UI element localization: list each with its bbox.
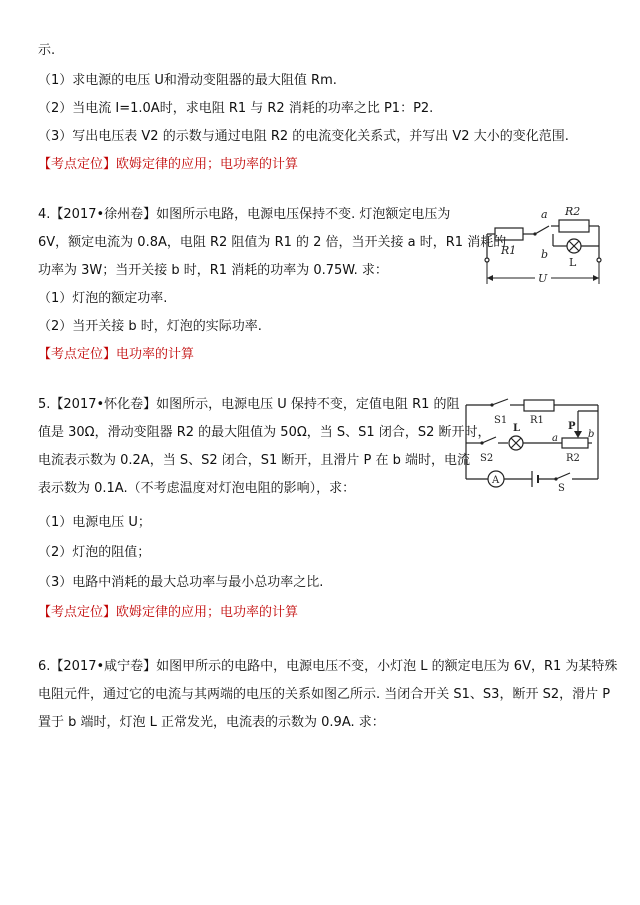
q5-line-3: 电流表示数为 0.2A，当 S、S2 闭合，S1 断开，且滑片 P 在 b 端时，电流 — [38, 453, 471, 468]
q4-circuit-diagram — [473, 200, 609, 290]
q5-fig-label-r2: R2 — [566, 453, 580, 464]
q4-kaodian: 【考点定位】电功率的计算 — [38, 347, 195, 362]
q6-line-3: 置于 b 端时，灯泡 L 正常发光，电流表的示数为 0.9A. 求： — [38, 715, 385, 730]
q5-item-2: （2）灯泡的阻值； — [38, 545, 151, 560]
q4-fig-label-l: L — [569, 256, 577, 269]
q6-line-1: 6.【2017•咸宁卷】如图甲所示的电路中，电源电压不变，小灯泡 L 的额定电压为 6V，R1 为某特殊 — [38, 659, 618, 674]
q4-item-1: （1）灯泡的额定功率. — [38, 291, 168, 306]
intro-tail: 示. — [38, 43, 56, 58]
q6-line-2: 电阻元件，通过它的电流与其两端的电压的关系如图乙所示. 当闭合开关 S1、S3，断开 S2，滑片 P — [38, 687, 611, 702]
q5-line-2: 值是 30Ω，滑动变阻器 R2 的最大阻值为 50Ω，当 S、S1 闭合，S2 断开时， — [38, 425, 491, 440]
q5-fig-label-ammeter: A — [492, 475, 500, 486]
q5-circuit-diagram — [458, 391, 608, 491]
q4-fig-label-r2: R2 — [565, 205, 581, 218]
q5-kaodian: 【考点定位】欧姆定律的应用；电功率的计算 — [38, 605, 299, 620]
q5-line-4: 表示数为 0.1A.（不考虑温度对灯泡电阻的影响），求： — [38, 481, 356, 496]
q4-line-2: 6V，额定电流为 0.8A，电阻 R2 阻值为 R1 的 2 倍，当开关接 a 时，R1 消耗的 — [38, 235, 507, 250]
q4-line-3: 功率为 3W；当开关接 b 时，R1 消耗的功率为 0.75W. 求： — [38, 263, 388, 278]
q5-line-1: 5.【2017•怀化卷】如图所示，电源电压 U 保持不变，定值电阻 R1 的阻 — [38, 397, 460, 412]
q5-fig-label-r1: R1 — [530, 415, 544, 426]
q4-fig-label-b: b — [541, 248, 549, 261]
q4-fig-label-r1: R1 — [501, 244, 517, 257]
q3-item-1: （1）求电源的电压 U和滑动变阻器的最大阻值 Rm. — [38, 73, 337, 88]
q5-fig-label-s: S — [558, 483, 565, 491]
q3-kaodian: 【考点定位】欧姆定律的应用；电功率的计算 — [38, 157, 299, 172]
q5-fig-label-s2: S2 — [480, 453, 494, 464]
q4-line-1: 4.【2017•徐州卷】如图所示电路，电源电压保持不变. 灯泡额定电压为 — [38, 207, 451, 222]
q5-fig-label-l: L — [513, 423, 521, 434]
q5-item-1: （1）电源电压 U； — [38, 515, 151, 530]
q5-fig-label-b: b — [588, 429, 595, 440]
q4-fig-label-u: U — [538, 272, 548, 285]
q3-item-3: （3）写出电压表 V2 的示数与通过电阻 R2 的电流变化关系式，并写出 V2 大小的变化范围. — [38, 129, 569, 144]
q5-fig-label-p: P — [568, 421, 576, 432]
q5-fig-label-a: a — [552, 433, 558, 444]
q4-fig-label-a: a — [541, 208, 548, 221]
q4-item-2: （2）当开关接 b 时，灯泡的实际功率. — [38, 319, 262, 334]
q5-fig-label-s1: S1 — [494, 415, 508, 426]
q3-item-2: （2）当电流 I=1.0A时，求电阻 R1 与 R2 消耗的功率之比 P1：P2. — [38, 101, 434, 116]
q5-item-3: （3）电路中消耗的最大总功率与最小总功率之比. — [38, 575, 324, 590]
